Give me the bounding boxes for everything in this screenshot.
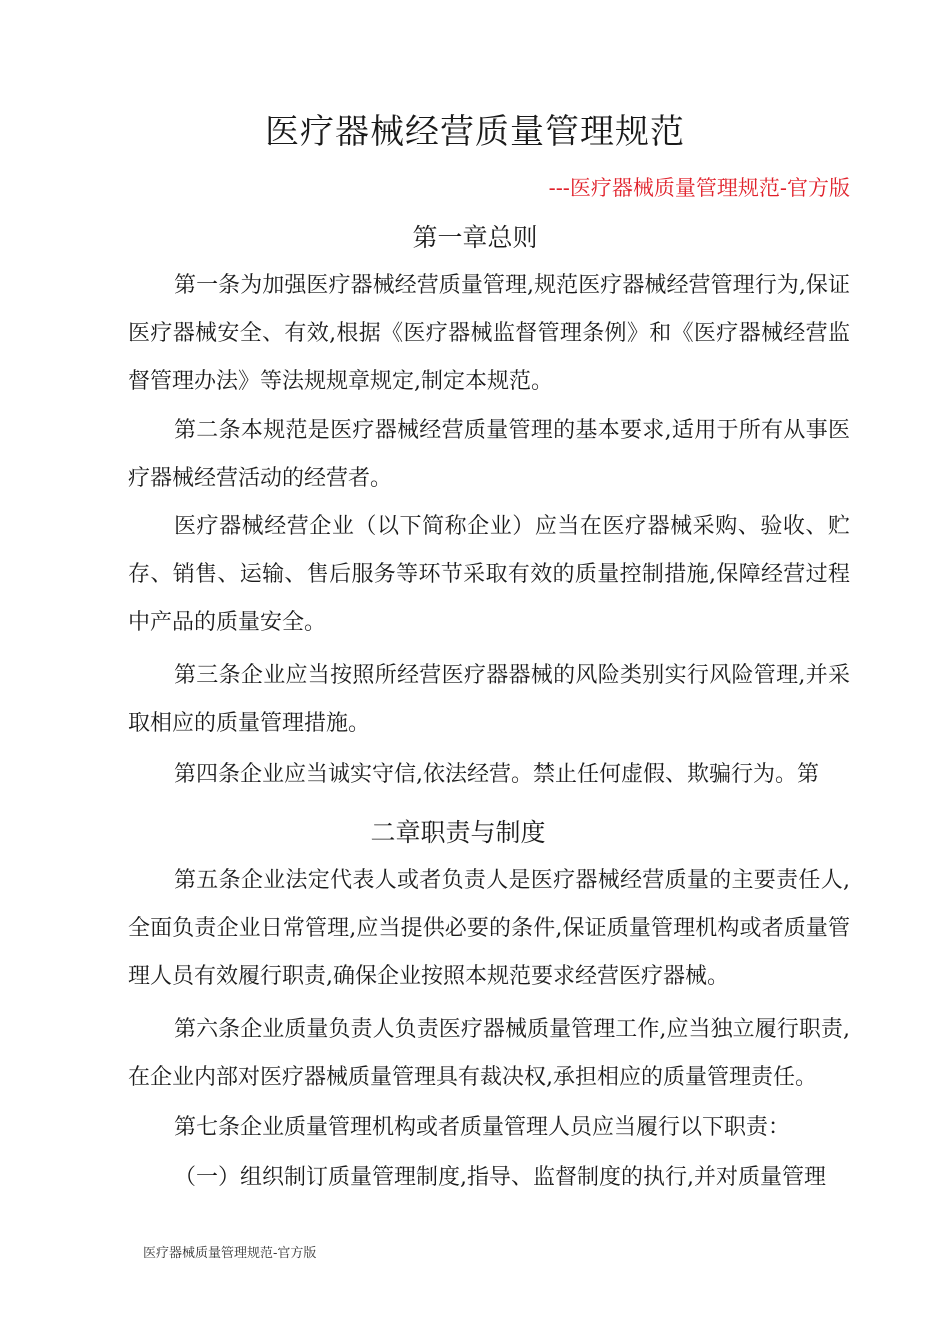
paragraph-article-6: 第六条企业质量负责人负责医疗器械质量管理工作,应当独立履行职责,在企业内部对医疗器械质量管理具有裁决权,承担相应的质量管理责任。 xyxy=(128,1017,850,1090)
page-footer: 医疗器械质量管理规范-官方版 xyxy=(143,1246,317,1261)
paragraph-article-3: 第三条企业应当按照所经营医疗器器械的风险类别实行风险管理,并采取相应的质量管理措施。 xyxy=(128,663,850,736)
chapter-2-title: 二章职责与制度 xyxy=(370,818,546,847)
paragraph-article-4: 第四条企业应当诚实守信,依法经营。禁止任何虚假、欺骗行为。第 xyxy=(174,762,819,787)
paragraph-item-1: （一）组织制订质量管理制度,指导、监督制度的执行,并对质量管理 xyxy=(174,1165,826,1190)
chapter-1-title: 第一章总则 xyxy=(412,223,538,252)
paragraph-article-5: 第五条企业法定代表人或者负责人是医疗器械经营质量的主要责任人,全面负责企业日常管理,应当提供必要的条件,保证质量管理机构或者质量管理人员有效履行职责,确保企业按照本规范要求经营医疗器械。 xyxy=(128,868,850,989)
paragraph-article-1: 第一条为加强医疗器械经营质量管理,规范医疗器械经营管理行为,保证医疗器械安全、有效,根据《医疗器械监督管理条例》和《医疗器械经营监督管理办法》等法规规章规定,制定本规范。 xyxy=(128,273,850,394)
paragraph-article-7: 第七条企业质量管理机构或者质量管理人员应当履行以下职责： xyxy=(174,1115,791,1140)
paragraph-article-2: 第二条本规范是医疗器械经营质量管理的基本要求,适用于所有从事医疗器械经营活动的经营者。 xyxy=(128,418,850,491)
document-title: 医疗器械经营质量管理规范 xyxy=(265,112,685,152)
paragraph-enterprise-scope: 医疗器械经营企业（以下简称企业）应当在医疗器械采购、验收、贮存、销售、运输、售后服务等环节采取有效的质量控制措施,保障经营过程中产品的质量安全。 xyxy=(128,514,850,635)
document-subtitle: ---医疗器械质量管理规范-官方版 xyxy=(548,176,850,200)
